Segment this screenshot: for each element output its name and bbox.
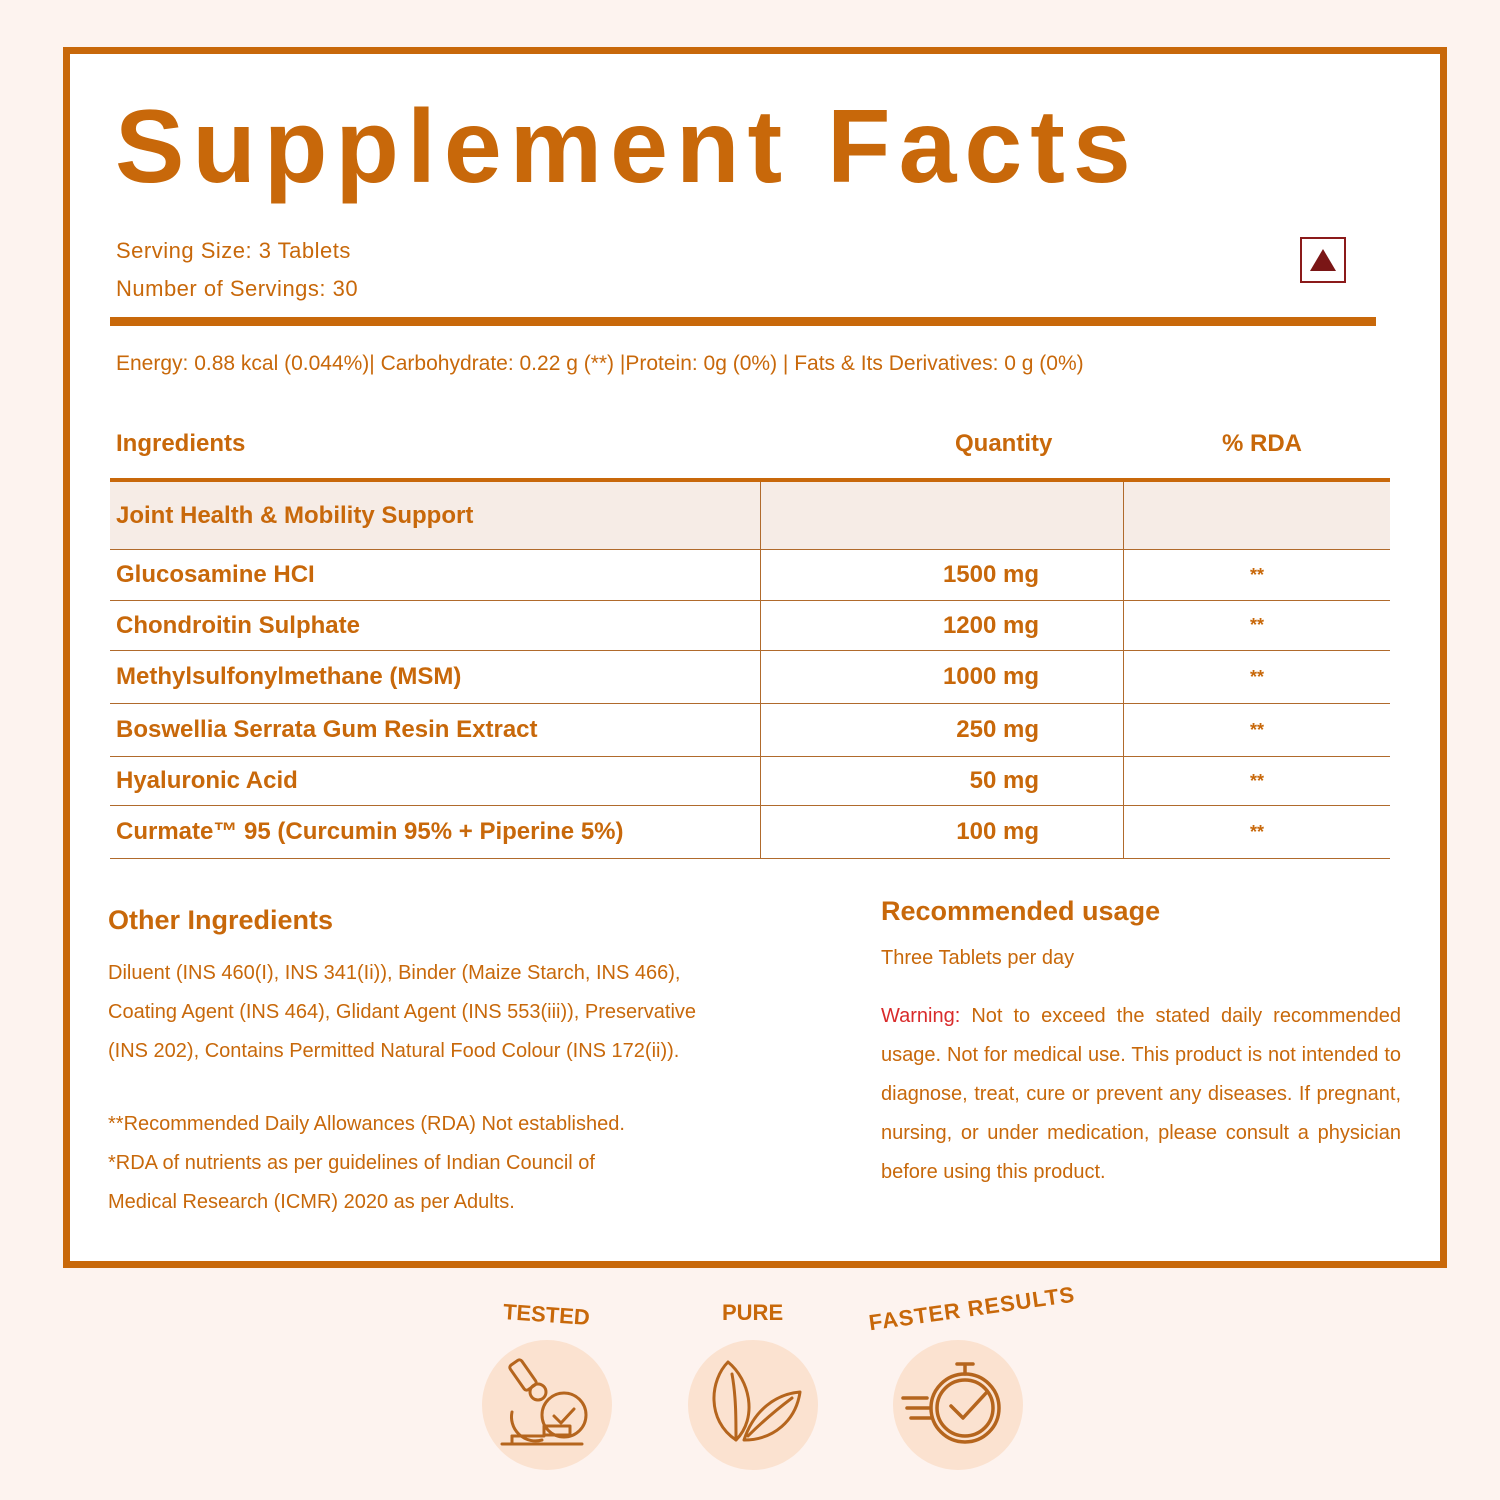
number-of-servings: Number of Servings: 30 [116, 276, 359, 301]
ingredient-quantity: 100 mg [761, 806, 1124, 859]
table-row [110, 651, 1390, 704]
other-ingredients-line: Coating Agent (INS 464), Glidant Agent (INS 553(iii)), Preservative [108, 1001, 697, 1023]
ingredient-rda: ** [1124, 550, 1391, 601]
group-label: Joint Health & Mobility Support [110, 482, 761, 550]
group-row [110, 482, 1390, 550]
non-veg-triangle-icon [1300, 237, 1346, 283]
ingredient-name: Boswellia Serrata Gum Resin Extract [110, 704, 761, 757]
rda-note: Medical Research (ICMR) 2020 as per Adults. [108, 1191, 515, 1213]
header-quantity: Quantity [955, 430, 1053, 457]
ingredient-rda: ** [1124, 757, 1391, 806]
page-title: Supplement Facts [115, 89, 1139, 205]
ingredient-rda: ** [1124, 601, 1391, 651]
badge-faster-results [893, 1340, 1023, 1470]
microscope-icon [482, 1340, 612, 1470]
ingredient-rda: ** [1124, 651, 1391, 704]
ingredient-name: Curmate™ 95 (Curcumin 95% + Piperine 5%) [110, 806, 761, 859]
ingredient-quantity: 250 mg [761, 704, 1124, 757]
warning-paragraph [881, 997, 1401, 1192]
rda-notes [108, 1105, 768, 1222]
warning-text: Not to exceed the stated daily recommended usage. Not for medical use. This product is not intended to diagnose, treat, cure or prevent any diseases. If pregnant, nursing, or under medication, please consult a physician before using this product. [881, 1005, 1401, 1183]
badge-label-tested: TESTED [502, 1299, 591, 1330]
ingredient-quantity: 1200 mg [761, 601, 1124, 651]
badge-pure [688, 1340, 818, 1470]
warning-label: Warning: [881, 1005, 961, 1027]
badge-label-pure: PURE [722, 1300, 784, 1325]
ingredient-quantity: 1000 mg [761, 651, 1124, 704]
divider [110, 317, 1376, 326]
leaf-icon [688, 1340, 818, 1470]
table-row [110, 550, 1390, 601]
ingredient-rda: ** [1124, 806, 1391, 859]
usage-title: Recommended usage [881, 896, 1161, 926]
stopwatch-check-icon [893, 1340, 1023, 1470]
other-ingredients-line: (INS 202), Contains Permitted Natural Food Colour (INS 172(ii)). [108, 1040, 680, 1062]
other-ingredients-line: Diluent (INS 460(I), INS 341(Ii)), Binder (Maize Starch, INS 466), [108, 962, 681, 984]
table-row [110, 601, 1390, 651]
table-row [110, 806, 1390, 859]
ingredient-name: Methylsulfonylmethane (MSM) [110, 651, 761, 704]
ingredients-table [110, 482, 1390, 859]
energy-line: Energy: 0.88 kcal (0.044%)| Carbohydrate: 0.22 g (**) |Protein: 0g (0%) | Fats & Its Derivatives: 0 g (0%) [116, 352, 1084, 375]
badge-label-faster-results: FASTER RESULTS [867, 1281, 1077, 1336]
rda-note: *RDA of nutrients as per guidelines of Indian Council of [108, 1152, 595, 1174]
rda-note: **Recommended Daily Allowances (RDA) Not established. [108, 1113, 625, 1135]
ingredient-quantity: 50 mg [761, 757, 1124, 806]
ingredient-name: Chondroitin Sulphate [110, 601, 761, 651]
ingredient-name: Hyaluronic Acid [110, 757, 761, 806]
serving-size: Serving Size: 3 Tablets [116, 238, 351, 263]
other-ingredients-text [108, 954, 768, 1071]
badge-tested [482, 1340, 612, 1470]
table-row [110, 704, 1390, 757]
table-row [110, 757, 1390, 806]
ingredient-name: Glucosamine HCI [110, 550, 761, 601]
ingredient-quantity: 1500 mg [761, 550, 1124, 601]
header-rda: % RDA [1222, 430, 1303, 457]
other-ingredients-title: Other Ingredients [108, 905, 334, 935]
usage-text: Three Tablets per day [881, 947, 1075, 969]
header-ingredients: Ingredients [116, 430, 246, 457]
ingredient-rda: ** [1124, 704, 1391, 757]
